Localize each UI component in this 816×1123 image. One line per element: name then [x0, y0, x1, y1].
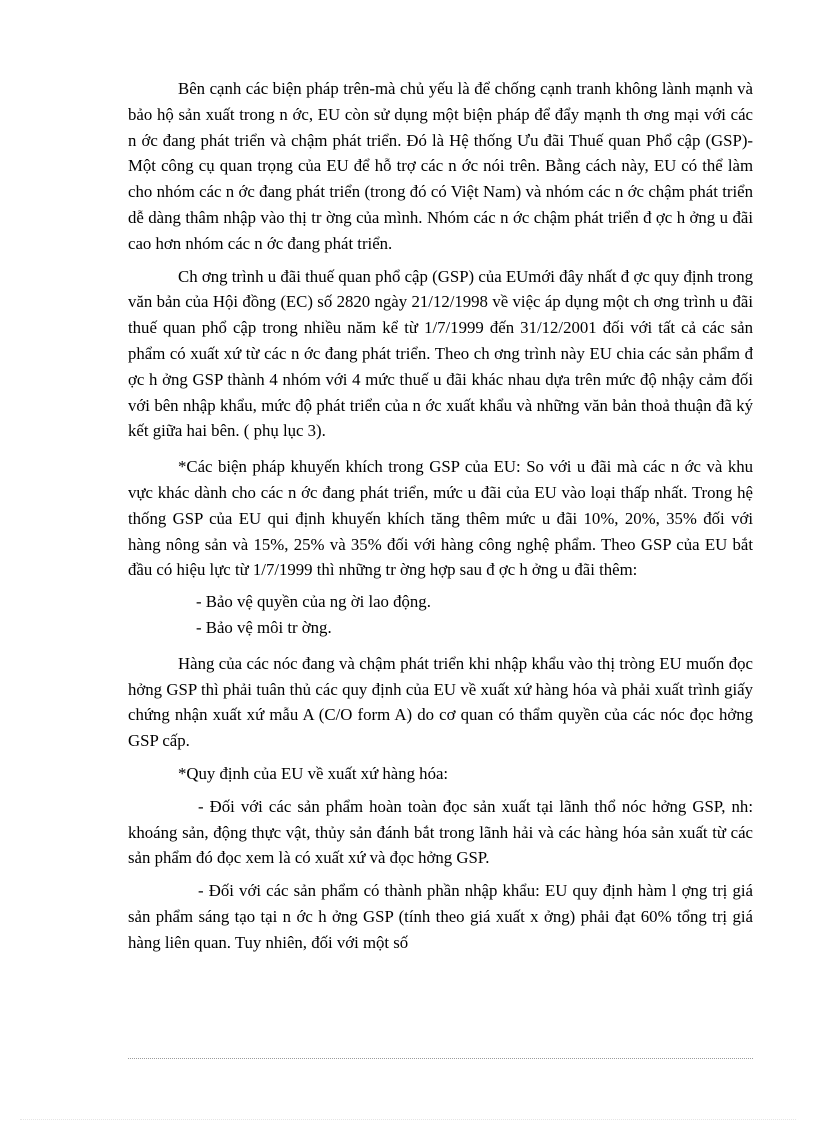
paragraph-origin-requirements: Hàng của các nóc đang và chậm phát triển khi nhập khẩu vào thị tròng EU muốn đọc hởng GSP thì phải tuân thủ các quy định của EU về xuất xứ hàng hóa và phải xuất trình giấy chứng nhận xuất xứ mẫu A (C/O form A) do cơ quan có thẩm quyền của các nóc đọc hởng GSP cấp. [128, 653, 753, 751]
paragraph-imported-components: - Đối với các sản phẩm có thành phần nhập khẩu: EU quy định hàm l ợng trị giá sản phẩm sáng tạo tại n ớc h ởng GSP (tính theo giá xuất x ởng) phải đạt 60% tổng trị giá hàng liên quan. Tuy nhiên, đối với một số [128, 881, 753, 952]
paragraph-gsp-program: Ch ơng trình u đãi thuế quan phổ cập (GSP) của EUmới đây nhất đ ợc quy định trong văn bản của Hội đồng (EC) số 2820 ngày 21/12/1998 về việc áp dụng một ch ơng trình u đãi thuế quan phổ cập trong nhiều năm kể từ 1/7/1999 đến 31/12/2001 đối với tất cả các sản phẩm có xuất xứ từ các n ớc đang phát triển. Theo ch ơng trình này EU chia các sản phẩm đ ợc h ởng GSP thành 4 nhóm với 4 mức thuế u đãi khác nhau dựa trên mức độ nhậy cảm đối với bên nhập khẩu, mức độ phát triển của n ớc xuất khẩu và những văn bản thoả thuận đã ký kết giữa hai bên. ( phụ lục 3). [128, 266, 753, 441]
page-bottom-border [20, 1119, 796, 1120]
bullet-labor-rights: - Bảo vệ quyền của ng ời lao động. [196, 592, 431, 612]
paragraph-wholly-obtained: - Đối với các sản phẩm hoàn toàn đọc sản xuất tại lãnh thổ nóc hởng GSP, nh: khoáng sản, động thực vật, thủy sản đánh bắt trong lãnh hải và các hàng hóa sản xuất từ các sản phẩm đó đọc xem là có xuất xứ và đọc hởng GSP. [128, 796, 753, 868]
document-body [128, 76, 753, 956]
paragraph-intro-gsp: Bên cạnh các biện pháp trên-mà chủ yếu là để chống cạnh tranh không lành mạnh và bảo hộ sản xuất trong n ớc, EU còn sử dụng một biện pháp để đẩy mạnh th ơng mại với các n ớc đang phát triển và chậm phát triển. Đó là Hệ thống Ưu đãi Thuế quan Phổ cập (GSP)- Một công cụ quan trọng của EU để hỗ trợ các n ớc nói trên. Bằng cách này, EU có thể làm cho nhóm các n ớc đang phát triển (trong đó có Việt Nam) và nhóm các n ớc chậm phát triển dễ dàng thâm nhập vào thị tr ờng của mình. Nhóm các n ớc chậm phát triển đ ợc h ởng u đãi cao hơn nhóm các n ớc đang phát triển. [128, 79, 753, 253]
paragraph-incentive-measures: *Các biện pháp khuyến khích trong GSP của EU: So với u đãi mà các n ớc và khu vực khác dành cho các n ớc đang phát triển, mức u đãi của EU vào loại thấp nhất. Trong hệ thống GSP của EU qui định khuyến khích tăng thêm mức u đãi 10%, 20%, 35% đối với hàng nông sản và 15%, 25% và 35% đối với hàng công nghệ phẩm. Theo GSP của EU bắt đầu có hiệu lực từ 1/7/1999 thì những tr ờng hợp sau đ ợc h ởng u đãi thêm: [128, 457, 753, 580]
paragraph-origin-rules-heading: *Quy định của EU về xuất xứ hàng hóa: [178, 763, 449, 783]
footer-divider [128, 1058, 753, 1059]
bullet-environment: - Bảo vệ môi tr ờng. [196, 617, 332, 637]
